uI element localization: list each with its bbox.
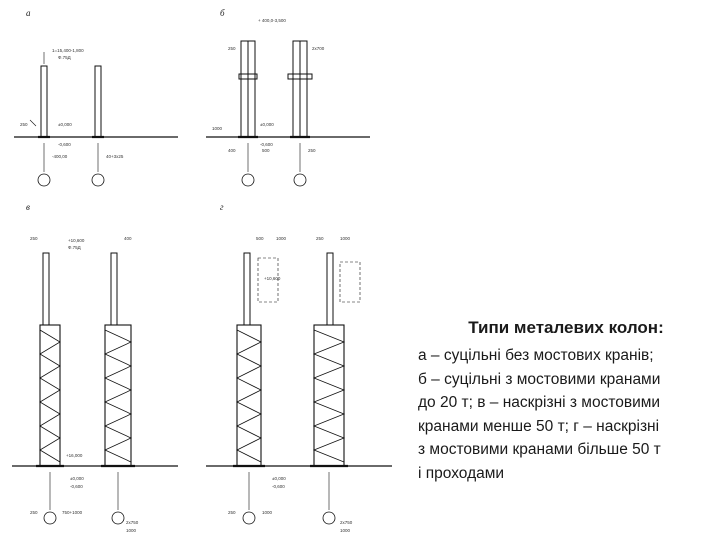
dim-label: +10,600 bbox=[68, 238, 85, 243]
lacing bbox=[40, 330, 60, 462]
dim-label: 1000 bbox=[212, 126, 223, 131]
lacing bbox=[105, 330, 131, 462]
dim-label: 1=15,400-1,800 bbox=[52, 48, 84, 53]
dim-label: 250 bbox=[30, 510, 38, 515]
panel-g bbox=[206, 236, 392, 533]
solid-column bbox=[95, 66, 101, 137]
dim-label: 2х750 bbox=[340, 520, 353, 525]
panel-v bbox=[12, 236, 178, 533]
axis-circle-icon bbox=[243, 512, 255, 524]
panel-b bbox=[206, 18, 370, 186]
panel-label-a: а bbox=[26, 8, 31, 18]
dim-label: -400,00 bbox=[52, 154, 68, 159]
axis-circle-icon bbox=[112, 512, 124, 524]
dim-label: 250 bbox=[308, 148, 316, 153]
laced-column bbox=[237, 325, 261, 466]
axis-circle-icon bbox=[44, 512, 56, 524]
panel-a bbox=[14, 48, 178, 186]
upper-column bbox=[43, 253, 49, 325]
dim-label: 250 bbox=[228, 46, 236, 51]
caption-title: Типи металевих колон: bbox=[468, 318, 664, 337]
upper-column bbox=[327, 253, 333, 325]
axis-circle-icon bbox=[38, 174, 50, 186]
dim-label: -0,600 bbox=[260, 142, 273, 147]
caption-line: а – суцільні без мостових кранів; bbox=[418, 347, 654, 364]
caption-line: і проходами bbox=[418, 464, 505, 482]
dim-label: -0,600 bbox=[58, 142, 71, 147]
axis-circle-icon bbox=[92, 174, 104, 186]
upper-column bbox=[293, 41, 300, 137]
dim-label: 2х700 bbox=[312, 46, 325, 51]
dim-label: ±0,000 bbox=[70, 476, 84, 481]
dim-label: 400 bbox=[228, 148, 236, 153]
dim-label: +10,600 bbox=[264, 276, 281, 281]
upper-column bbox=[241, 41, 248, 137]
laced-column bbox=[314, 325, 344, 466]
panel-label-g: г bbox=[220, 202, 224, 212]
caption-line: з мостовими кранами більше 50 т bbox=[418, 441, 661, 458]
panel-label-v: в bbox=[26, 202, 30, 212]
laced-column bbox=[40, 325, 60, 466]
dim-label: ±0,000 bbox=[260, 122, 274, 127]
upper-column bbox=[111, 253, 117, 325]
dim-label: 40+3х25 bbox=[106, 154, 124, 159]
dim-label: 250 bbox=[316, 236, 324, 241]
dim-label: ±0,000 bbox=[58, 122, 72, 127]
dim-label: Ф.75Д bbox=[68, 245, 81, 250]
lower-column bbox=[248, 41, 255, 137]
caption-line: до 20 т; в – наскрізні з мостовими bbox=[418, 394, 661, 411]
dim-label: 250 bbox=[20, 122, 28, 127]
level-tick bbox=[30, 120, 36, 126]
dim-label: 500 bbox=[256, 236, 264, 241]
caption-line: кранами менше 50 т; г – наскрізні bbox=[418, 417, 660, 435]
dim-label: 1000 bbox=[126, 528, 137, 533]
caption bbox=[418, 318, 714, 485]
dim-label: 250 bbox=[228, 510, 236, 515]
dim-label: 1000 bbox=[276, 236, 287, 241]
passage-outline bbox=[340, 262, 360, 302]
dim-label: + 400,0-3,500 bbox=[258, 18, 286, 23]
lower-column bbox=[300, 41, 307, 137]
lacing bbox=[237, 330, 261, 462]
dim-label: Ф.75Д bbox=[58, 55, 71, 60]
dim-label: 400 bbox=[124, 236, 132, 241]
dim-label: 500 bbox=[262, 148, 270, 153]
laced-column bbox=[105, 325, 131, 466]
axis-circle-icon bbox=[323, 512, 335, 524]
upper-column bbox=[244, 253, 250, 325]
dim-label: 2х750 bbox=[126, 520, 139, 525]
caption-line: б – суцільні з мостовими кранами bbox=[418, 370, 661, 388]
dim-label: 750+1000 bbox=[62, 510, 83, 515]
dim-label: +16,000 bbox=[66, 453, 83, 458]
dim-label: -0,600 bbox=[70, 484, 83, 489]
axis-circle-icon bbox=[242, 174, 254, 186]
dim-label: 1000 bbox=[262, 510, 273, 515]
dim-label: 250 bbox=[30, 236, 38, 241]
dim-label: -0,600 bbox=[272, 484, 285, 489]
dim-label: 1000 bbox=[340, 236, 351, 241]
axis-circle-icon bbox=[294, 174, 306, 186]
panel-label-b: б bbox=[220, 8, 225, 18]
dim-label: ±0,000 bbox=[272, 476, 286, 481]
lacing bbox=[314, 330, 344, 462]
solid-column bbox=[41, 66, 47, 137]
dim-label: 1000 bbox=[340, 528, 351, 533]
